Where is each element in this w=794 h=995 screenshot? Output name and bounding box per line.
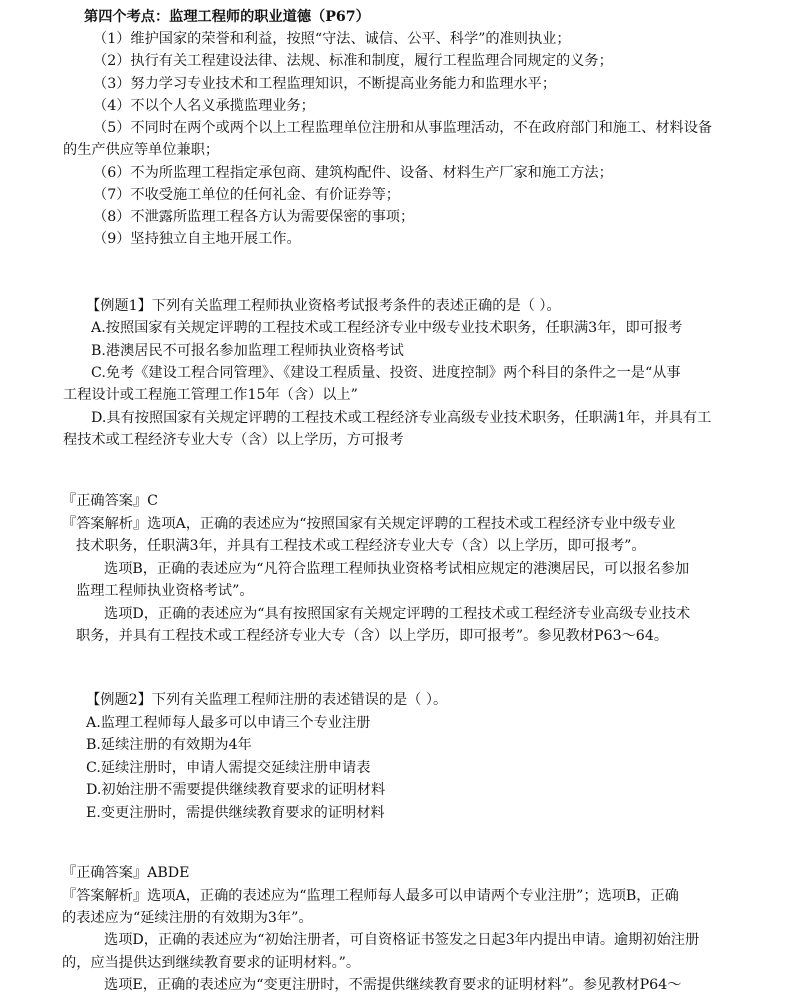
list-item: （7）不收受施工单位的任何礼金、有价证券等； <box>93 187 400 203</box>
analysis-line: 的，应当提供达到继续教育要求的证明材料。”。 <box>62 955 361 971</box>
list-item: （3）努力学习专业技术和工程监理知识，不断提高业务能力和监理水平； <box>93 76 557 92</box>
option-c-continuation: 工程设计或工程施工管理工作15年（含）以上” <box>63 387 358 403</box>
analysis-line: 『答案解析』选项A，正确的表述应为“监理工程师每人最多可以申请两个专业注册”；选项B，正确 <box>62 888 679 904</box>
option-c: C.免考《建设工程合同管理》、《建设工程质量、投资、进度控制》两个科目的条件之一是“从事 <box>91 365 681 381</box>
list-item: （1）维护国家的荣誉和利益，按照“守法、诚信、公平、科学”的准则执业； <box>93 31 571 47</box>
list-item: （8）不泄露所监理工程各方认为需要保密的事项； <box>93 209 415 225</box>
list-item: （4）不以个人名义承揽监理业务； <box>93 98 315 114</box>
analysis-line: 的表述应为“延续注册的有效期为3年”。 <box>62 910 313 926</box>
example-question: 【例题1】下列有关监理工程师执业资格考试报考条件的表述正确的是（ ）。 <box>86 298 561 314</box>
option-b: B.延续注册的有效期为4年 <box>86 737 252 753</box>
option-e: E.变更注册时，需提供继续教育要求的证明材料 <box>86 805 385 821</box>
list-item-continuation: 的生产供应等单位兼职； <box>63 142 220 158</box>
section-title: 第四个考点：监理工程师的职业道德（P67） <box>84 9 370 25</box>
analysis-line: 选项E，正确的表述应为“变更注册时，不需提供继续教育要求的证明材料”。参见教材P64～ <box>104 977 682 993</box>
option-c: C.延续注册时，申请人需提交延续注册申请表 <box>86 760 371 776</box>
analysis-line: 选项D，正确的表述应为“初始注册者，可自资格证书签发之日起3年内提出申请。逾期初始注册 <box>104 932 700 948</box>
option-d: D.初始注册不需要提供继续教育要求的证明材料 <box>86 782 386 798</box>
analysis-line: 职务，并具有工程技术或工程经济专业大专（含）以上学历，即可报考”。参见教材P63～64。 <box>76 628 669 644</box>
correct-answer: 『正确答案』ABDE <box>62 865 190 881</box>
example-question: 【例题2】下列有关监理工程师注册的表述错误的是（ ）。 <box>86 692 448 708</box>
option-a: A.监理工程师每人最多可以申请三个专业注册 <box>86 715 371 731</box>
list-item: （2）执行有关工程建设法律、法规、标准和制度，履行工程监理合同规定的义务； <box>93 53 613 69</box>
analysis-line: 监理工程师执业资格考试”。 <box>76 583 254 599</box>
correct-answer: 『正确答案』C <box>62 493 158 509</box>
option-b: B.港澳居民不可报名参加监理工程师执业资格考试 <box>91 343 404 359</box>
option-a: A.按照国家有关规定评聘的工程技术或工程经济专业中级专业技术职务，任职满3年，即可报考 <box>91 320 683 336</box>
list-item: （9）坚持独立自主地开展工作。 <box>93 231 301 247</box>
option-d-continuation: 程技术或工程经济专业大专（含）以上学历，方可报考 <box>63 432 404 448</box>
analysis-line: 『答案解析』选项A，正确的表述应为“按照国家有关规定评聘的工程技术或工程经济专业中级专业 <box>62 516 676 532</box>
analysis-line: 技术职务，任职满3年，并具有工程技术或工程经济专业大专（含）以上学历，即可报考”。 <box>76 538 646 554</box>
list-item: （5）不同时在两个或两个以上工程监理单位注册和从事监理活动，不在政府部门和施工、材料设备 <box>93 120 713 136</box>
option-d: D.具有按照国家有关规定评聘的工程技术或工程经济专业高级专业技术职务，任职满1年，并具有工 <box>91 410 712 426</box>
analysis-line: 选项D，正确的表述应为“具有按照国家有关规定评聘的工程技术或工程经济专业高级专业技术 <box>104 606 691 622</box>
analysis-line: 选项B，正确的表述应为“凡符合监理工程师执业资格考试相应规定的港澳居民，可以报名参加 <box>104 561 690 577</box>
list-item: （6）不为所监理工程指定承包商、建筑构配件、设备、材料生产厂家和施工方法； <box>93 165 613 181</box>
